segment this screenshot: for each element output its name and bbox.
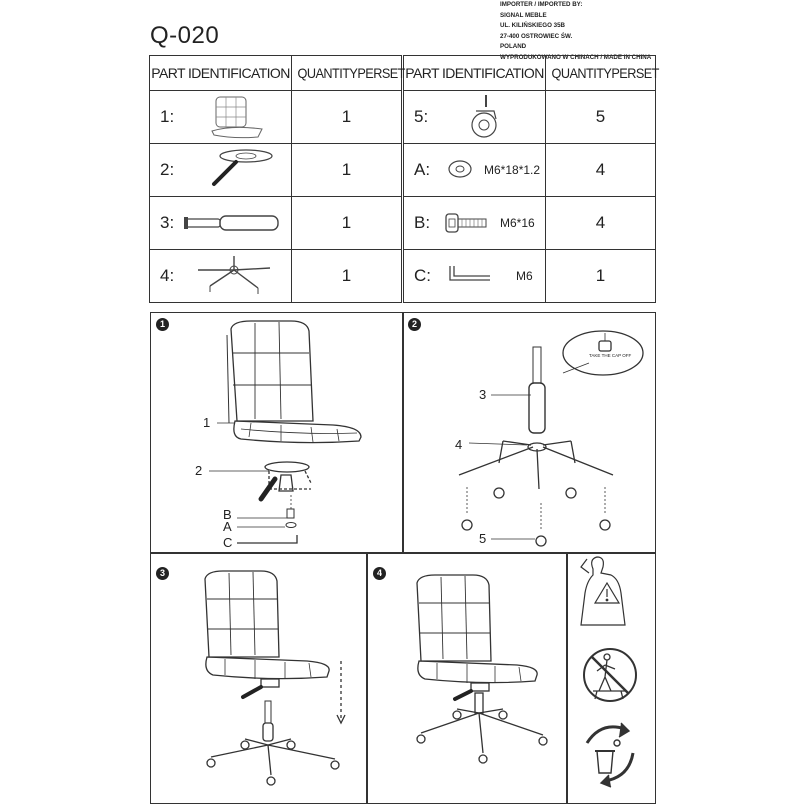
part-id: A: — [414, 160, 431, 179]
qty-cell: 5 — [546, 91, 656, 144]
qty-cell: 4 — [546, 144, 656, 197]
part-id: 4: — [160, 266, 175, 285]
part-id: 1: — [160, 107, 175, 126]
bolt-icon — [444, 211, 492, 235]
part-spec: M6*16 — [500, 216, 535, 230]
step-3-panel — [150, 552, 368, 804]
qty-cell: 4 — [546, 197, 656, 250]
importer-line: SIGNAL MEBLE — [500, 11, 547, 19]
step-1-panel — [150, 312, 404, 554]
qty-cell: 1 — [292, 197, 403, 250]
parts-table — [149, 55, 659, 303]
part-cell — [403, 91, 546, 144]
caster-wheel-icon — [464, 93, 504, 141]
part-id: B: — [414, 213, 431, 232]
step-label: 4 — [455, 437, 463, 452]
qty-cell: 1 — [546, 250, 656, 303]
header-quantity: QUANTITYPERSET — [546, 56, 656, 91]
step-4-panel — [366, 552, 568, 804]
qty-cell: 1 — [292, 144, 403, 197]
importer-line: POLAND — [500, 43, 527, 50]
table-row — [150, 144, 656, 197]
step-label: 2 — [195, 463, 203, 478]
step-label: 5 — [479, 531, 487, 546]
step-number-badge: 4 — [373, 567, 386, 580]
star-base-icon — [194, 254, 274, 298]
part-id: 5: — [414, 107, 429, 126]
step-number-badge: 3 — [156, 567, 169, 580]
step-label: 3 — [479, 387, 487, 402]
header-part-identification: PART IDENTIFICATION — [150, 56, 292, 91]
step-label: 1 — [203, 415, 211, 430]
seat-mechanism-icon — [206, 146, 280, 194]
part-id: 3: — [160, 213, 175, 232]
part-cell — [150, 91, 292, 144]
step-2-illustration — [403, 313, 655, 553]
step-2-panel — [402, 312, 656, 554]
importer-line: UL. KILIŃSKIEGO 35B — [500, 22, 565, 29]
part-cell — [150, 197, 292, 250]
importer-line: IMPORTER / IMPORTED BY: — [500, 1, 583, 8]
part-cell — [403, 250, 546, 303]
header-quantity: QUANTITYPERSET — [292, 56, 403, 91]
importer-line: WYPRODUKOWANO W CHINACH / MADE IN CHINA — [500, 53, 652, 61]
header-part-identification: PART IDENTIFICATION — [403, 56, 546, 91]
gas-lift-icon — [182, 211, 282, 235]
part-id: C: — [414, 266, 431, 285]
safety-warning-icon — [581, 557, 625, 625]
step-label: C — [223, 535, 233, 550]
washer-icon — [446, 158, 476, 180]
step-3-illustration — [151, 553, 367, 803]
part-spec: M6*18*1.2 — [484, 163, 541, 177]
chair-seat-icon — [210, 95, 270, 141]
part-spec: M6 — [516, 269, 533, 283]
part-cell — [150, 144, 292, 197]
table-row — [150, 250, 656, 303]
part-cell — [403, 197, 546, 250]
importer-info — [500, 0, 651, 63]
table-row — [150, 197, 656, 250]
step-4-illustration — [367, 553, 567, 803]
table-row — [150, 91, 656, 144]
cap-note: TAKE THE CAP OFF — [589, 353, 632, 358]
step-1-illustration — [151, 313, 403, 553]
step-number-badge: 1 — [156, 318, 169, 331]
no-standing-icon — [584, 649, 636, 701]
model-title: Q-020 — [150, 22, 220, 49]
step-number-badge: 2 — [408, 318, 421, 331]
warnings-panel — [566, 552, 656, 804]
part-id: 2: — [160, 160, 175, 179]
qty-cell: 1 — [292, 91, 403, 144]
part-cell — [403, 144, 546, 197]
step-label: A — [223, 519, 232, 534]
part-cell — [150, 250, 292, 303]
importer-line: 27-400 OSTROWIEC ŚW. — [500, 32, 573, 40]
allen-key-icon — [446, 262, 492, 286]
qty-cell: 1 — [292, 250, 403, 303]
step-label: B — [223, 507, 232, 522]
recycle-icon — [587, 723, 633, 787]
